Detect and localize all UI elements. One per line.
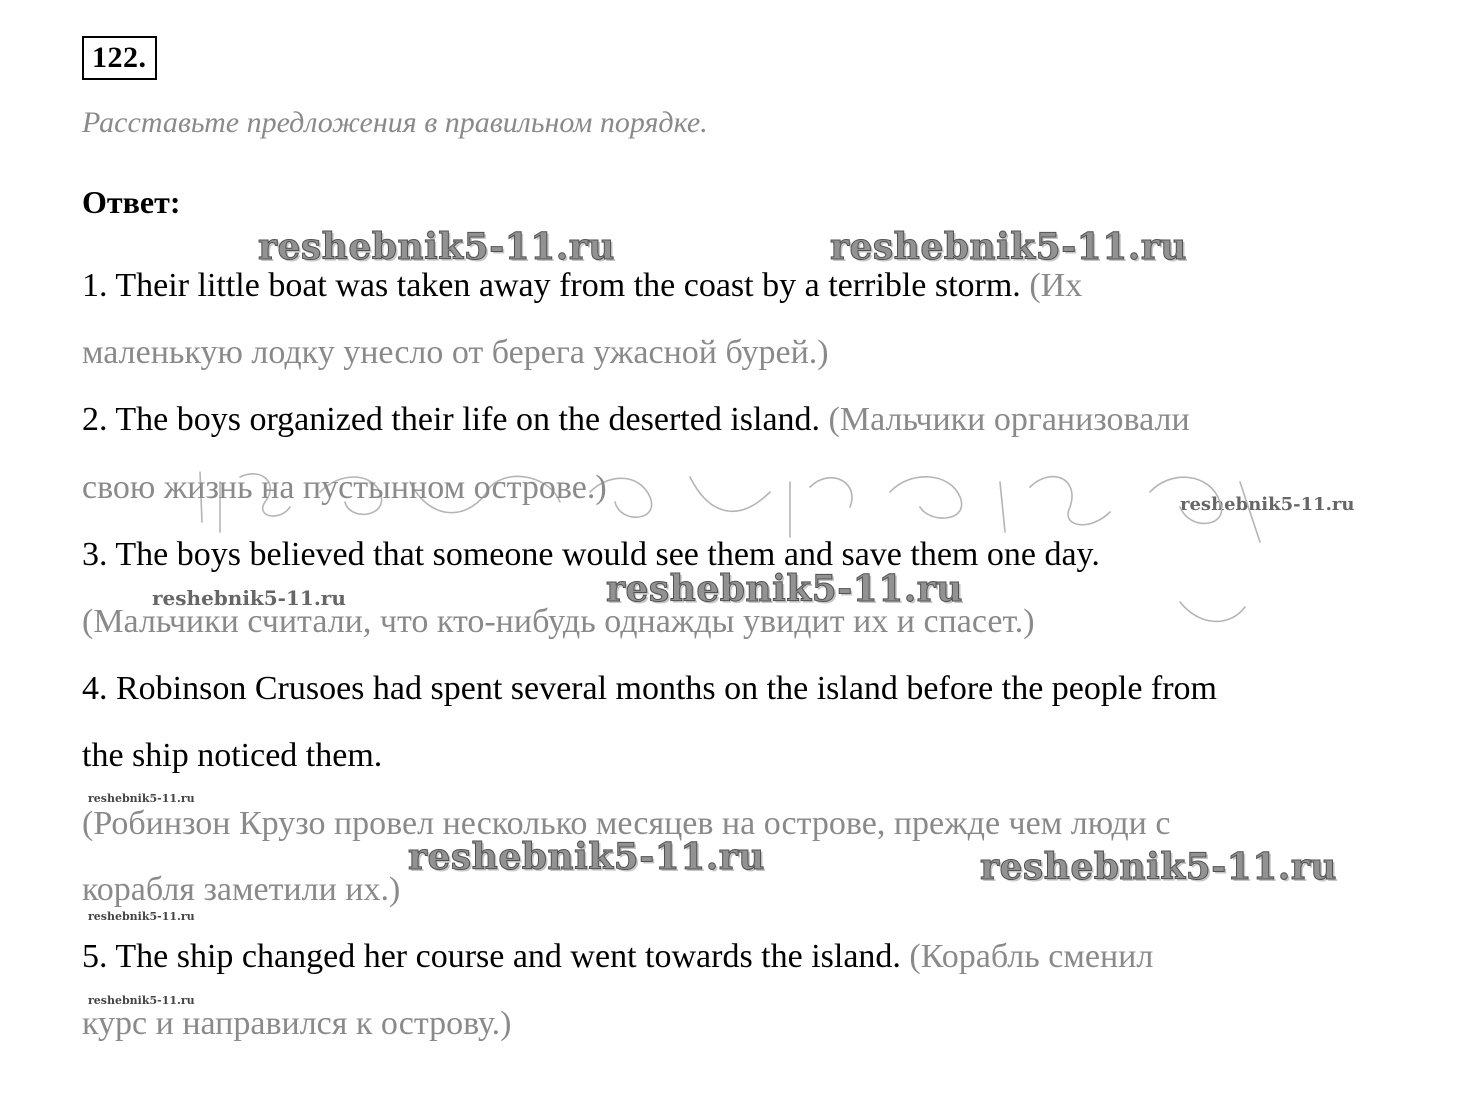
answer-line: [82, 937, 1153, 977]
english-sentence: 3. The boys believed that someone would see them and save them one day.: [82, 536, 1100, 573]
russian-translation: свою жизнь на пустынном острове.): [82, 469, 607, 506]
answer-line: [82, 535, 1100, 575]
watermark: reshebnik5-11.ru: [152, 586, 346, 610]
answer-line: [82, 400, 1190, 440]
english-sentence: 4. Robinson Crusoes had spent several months on the island before the people from: [82, 670, 1217, 707]
russian-translation: (Робинзон Крузо провел несколько месяцев на острове, прежде чем люди с: [82, 805, 1171, 842]
russian-translation: (Мальчики считали, что кто-нибудь однажды увидит их и спасет.): [82, 603, 1035, 640]
russian-translation: маленькую лодку унесло от берега ужасной бурей.): [82, 334, 829, 371]
answer-line: [82, 870, 400, 910]
answer-line: [82, 602, 1035, 642]
watermark: reshebnik5-11.ru: [88, 994, 195, 1007]
english-sentence: the ship noticed them.: [82, 737, 383, 774]
watermark: reshebnik5-11.ru: [980, 846, 1337, 888]
russian-translation: (Их: [1020, 267, 1083, 304]
answer-line: [82, 1004, 511, 1044]
answer-line: [82, 736, 382, 776]
watermark: reshebnik5-11.ru: [606, 568, 963, 610]
answer-line: [82, 804, 1170, 844]
answer-line: [82, 266, 1082, 306]
english-sentence: 2. The boys organized their life on the deserted island.: [82, 401, 821, 438]
answer-line: [82, 333, 829, 373]
answer-label: Ответ:: [82, 184, 181, 220]
russian-translation: курс и направился к острову.): [82, 1005, 512, 1042]
answer-line: [82, 669, 1217, 709]
russian-translation: (Мальчики организовали: [820, 401, 1190, 438]
watermark: reshebnik5-11.ru: [830, 226, 1187, 268]
watermark: reshebnik5-11.ru: [88, 792, 195, 805]
exercise-instruction: Расставьте предложения в правильном порядке.: [82, 106, 708, 139]
watermark: reshebnik5-11.ru: [408, 836, 765, 878]
exercise-number: 122.: [82, 36, 157, 80]
english-sentence: 5. The ship changed her course and went towards the island.: [82, 938, 901, 975]
watermark: reshebnik5-11.ru: [258, 226, 615, 268]
watermark: reshebnik5-11.ru: [88, 910, 195, 923]
russian-translation: корабля заметили их.): [82, 871, 401, 908]
english-sentence: 1. Their little boat was taken away from the coast by a terrible storm.: [82, 267, 1021, 304]
answer-line: [82, 468, 607, 508]
russian-translation: (Корабль сменил: [900, 938, 1154, 975]
watermark: reshebnik5-11.ru: [1180, 494, 1355, 515]
